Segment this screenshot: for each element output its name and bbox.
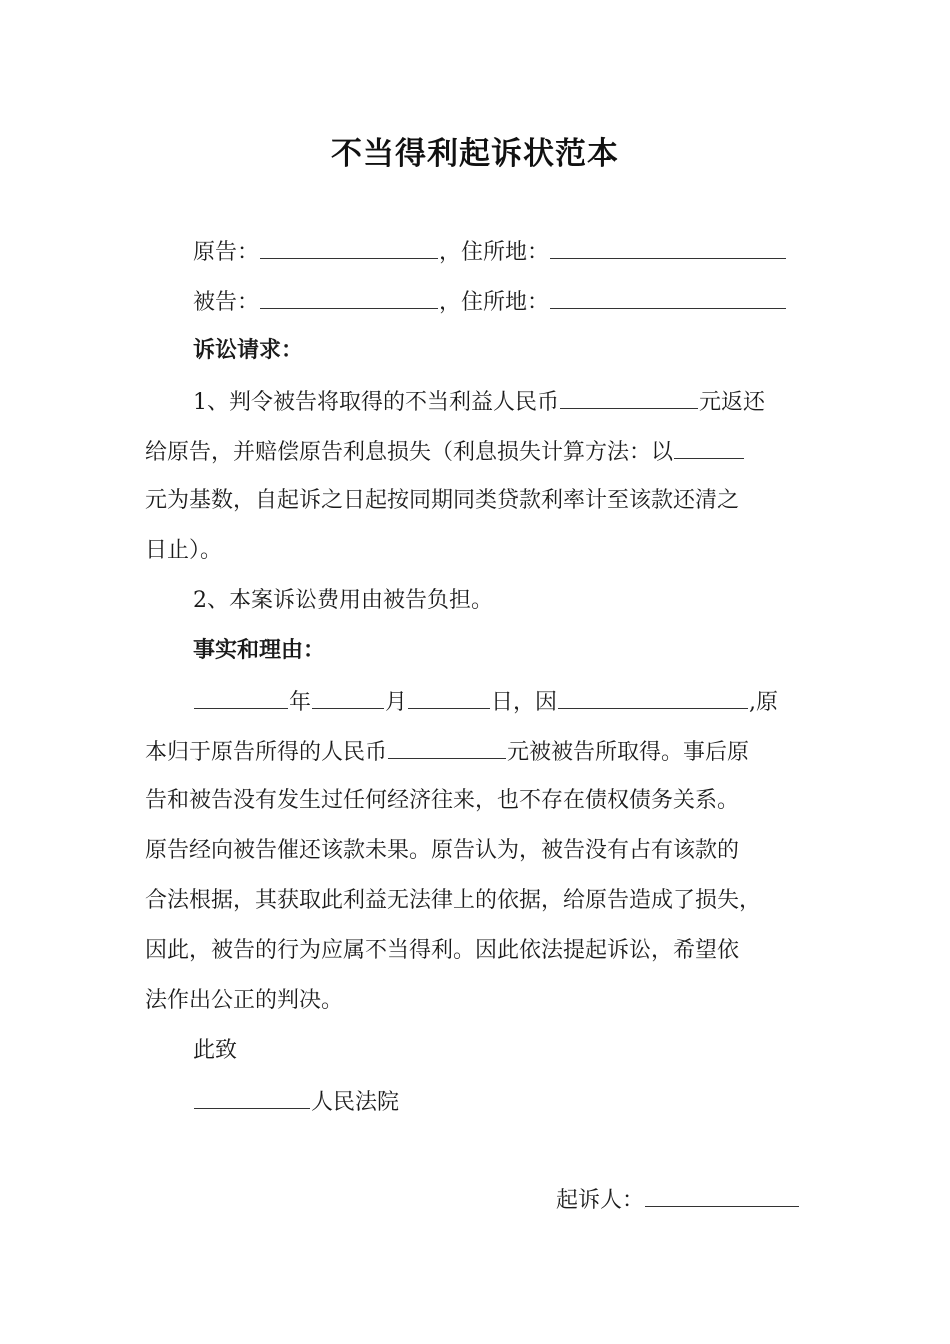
plaintiff-name-blank	[260, 236, 438, 259]
facts-line-1-end: ,原	[749, 690, 779, 715]
signer-label: 起诉人：	[556, 1188, 645, 1213]
defendant-name-blank	[260, 286, 438, 309]
signer-blank	[645, 1184, 799, 1207]
court-line	[193, 1086, 399, 1118]
facts-line-2-prefix: 本归于原告所得的人民币	[145, 740, 388, 765]
facts-line-2-suffix: 元被被告所取得。事后原	[507, 740, 750, 765]
claim-1-amount-blank	[560, 386, 698, 409]
month-label: 月	[385, 690, 408, 715]
claim-1-prefix: 1、判令被告将取得的不当利益人民币	[193, 390, 559, 415]
claim-1-line-2	[145, 436, 745, 468]
salutation: 此致	[193, 1038, 238, 1063]
facts-line-5: 合法根据，其获取此利益无法律上的依据，给原告造成了损失，	[145, 888, 762, 913]
claims-heading: 诉讼请求：	[193, 338, 304, 363]
facts-amount-blank	[388, 736, 506, 759]
defendant-label: 被告：	[193, 290, 260, 315]
defendant-address-label: ，住所地：	[439, 290, 550, 315]
claim-1-base-blank	[674, 436, 744, 459]
claim-1-suffix: 元返还	[699, 390, 766, 415]
signer-line	[556, 1184, 800, 1216]
facts-line-4: 原告经向被告催还该款未果。原告认为，被告没有占有该款的	[145, 838, 740, 863]
claim-2: 2、本案诉讼费用由被告负担。	[193, 588, 493, 613]
facts-line-1	[193, 686, 778, 718]
defendant-address-blank	[550, 286, 786, 309]
facts-line-6: 因此，被告的行为应属不当得利。因此依法提起诉讼，希望依	[145, 938, 740, 963]
year-blank	[194, 686, 288, 709]
plaintiff-line	[193, 236, 787, 268]
court-suffix: 人民法院	[311, 1090, 400, 1115]
document-title: 不当得利起诉状范本	[331, 136, 619, 172]
plaintiff-address-blank	[550, 236, 786, 259]
defendant-line	[193, 286, 787, 318]
day-label: 日，因	[491, 690, 558, 715]
year-label: 年	[289, 690, 312, 715]
plaintiff-label: 原告：	[193, 240, 260, 265]
claim-1-line-3: 元为基数，自起诉之日起按同期同类贷款利率计至该款还清之	[145, 488, 740, 513]
month-blank	[312, 686, 384, 709]
facts-line-3: 告和被告没有发生过任何经济往来，也不存在债权债务关系。	[145, 788, 740, 813]
facts-heading: 事实和理由：	[193, 638, 326, 663]
claim-1-line-1	[193, 386, 765, 418]
day-blank	[408, 686, 490, 709]
claim-1-line-4: 日止）。	[145, 538, 223, 563]
facts-line-7: 法作出公正的判决。	[145, 988, 344, 1013]
reason-blank	[558, 686, 748, 709]
plaintiff-address-label: ，住所地：	[439, 240, 550, 265]
claim-1-line-2-text: 给原告，并赔偿原告利息损失（利息损失计算方法：以	[145, 440, 674, 465]
court-name-blank	[194, 1086, 310, 1109]
facts-line-2	[145, 736, 749, 768]
